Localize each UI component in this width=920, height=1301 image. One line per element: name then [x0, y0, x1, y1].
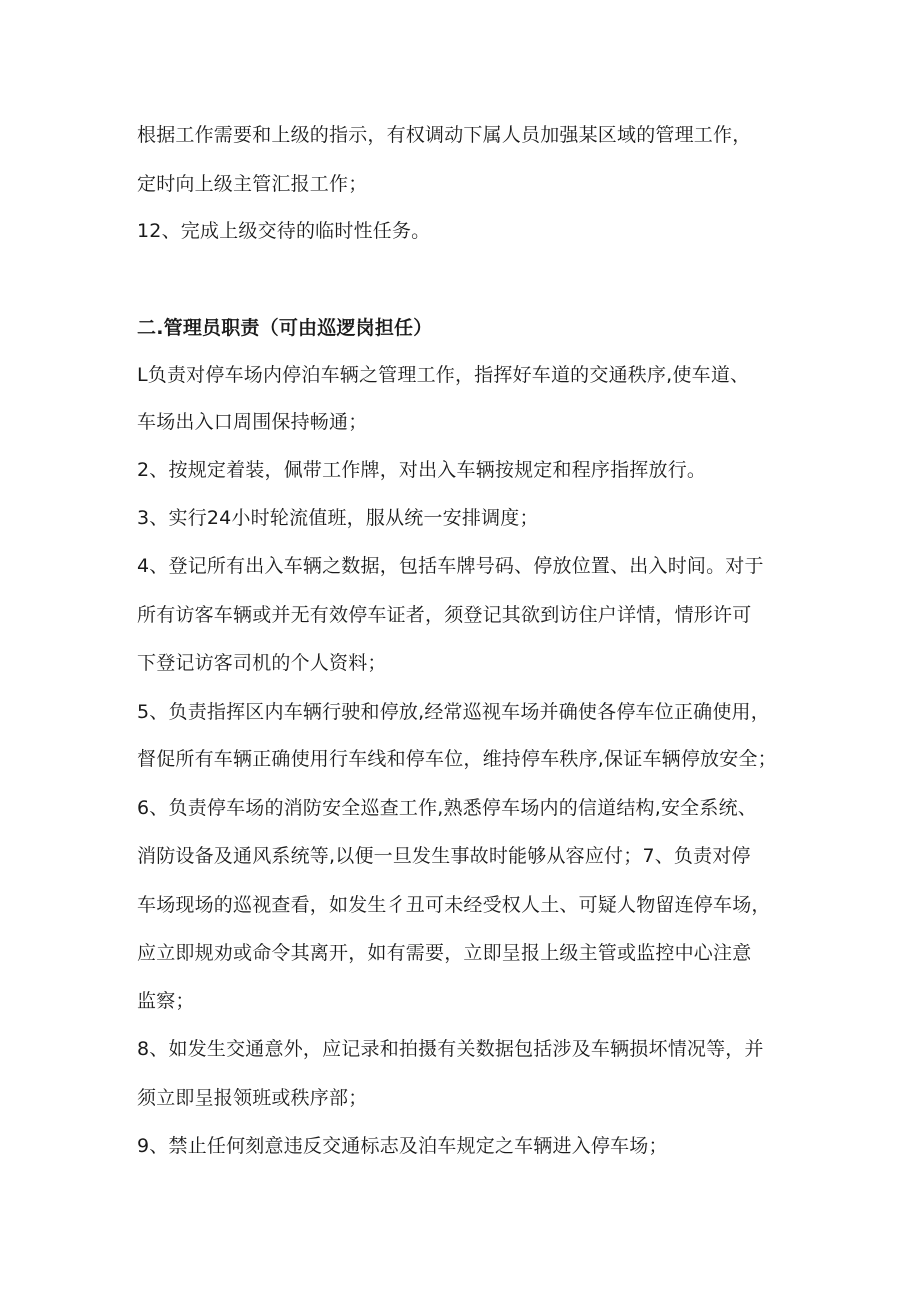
list-item-2: 2、按规定着装，佩带工作牌，对出入车辆按规定和程序指挥放行。 [137, 459, 707, 481]
paragraph-line: 车场出入口周围保持畅通； [137, 411, 368, 433]
list-item-6: 6、负责停车场的消防安全巡查工作,熟悉停车场内的信道结构,安全系统、 [137, 797, 757, 819]
list-item-5: 5、负责指挥区内车辆行驶和停放,经常巡视车场并确使各停车位正确使用， [137, 701, 770, 723]
list-item-3: 3、实行24小时轮流值班，服从统一安排调度； [137, 507, 539, 529]
list-item-9: 9、禁止任何刻意违反交通标志及泊车规定之车辆进入停车场； [137, 1135, 668, 1157]
paragraph-line: 消防设备及通风系统等,以便一旦发生事故时能够从容应付；7、负责对停 [137, 845, 751, 867]
paragraph-line: 应立即规劝或命令其离开，如有需要，立即呈报上级主管或监控中心注意 [137, 942, 752, 964]
paragraph-line: 车场现场的巡视查看，如发生彳丑可未经受权人土、可疑人物留连停车场， [137, 894, 771, 916]
list-item-8: 8、如发生交通意外，应记录和拍摄有关数据包括涉及车辆损坏情况等，并 [137, 1038, 764, 1060]
list-item-12: 12、完成上级交待的临时性任务。 [137, 220, 431, 242]
list-item-4: 4、登记所有出入车辆之数据，包括车牌号码、停放位置、出入时间。对于 [137, 555, 764, 577]
paragraph-line: 根据工作需要和上级的指示，有权调动下属人员加强某区域的管理工作， [137, 124, 752, 146]
section-heading: 二.管理员职责（可由巡逻岗担任） [137, 317, 433, 339]
paragraph-line: 督促所有车辆正确使用行车线和停车位，维持停车秩序,保证车辆停放安全； [137, 748, 777, 770]
paragraph-line: 监察； [137, 990, 195, 1012]
list-item-1: L负责对停车场内停泊车辆之管理工作，指挥好车道的交通秩序,使车道、 [137, 364, 750, 386]
paragraph-line: 定时向上级主管汇报工作； [137, 173, 368, 195]
paragraph-line: 须立即呈报领班或秩序部； [137, 1087, 368, 1109]
paragraph-line: 下登记访客司机的个人资料； [137, 652, 387, 674]
paragraph-line: 所有访客车辆或并无有效停车证者，须登记其欲到访住户详情，情形许可 [137, 604, 752, 626]
